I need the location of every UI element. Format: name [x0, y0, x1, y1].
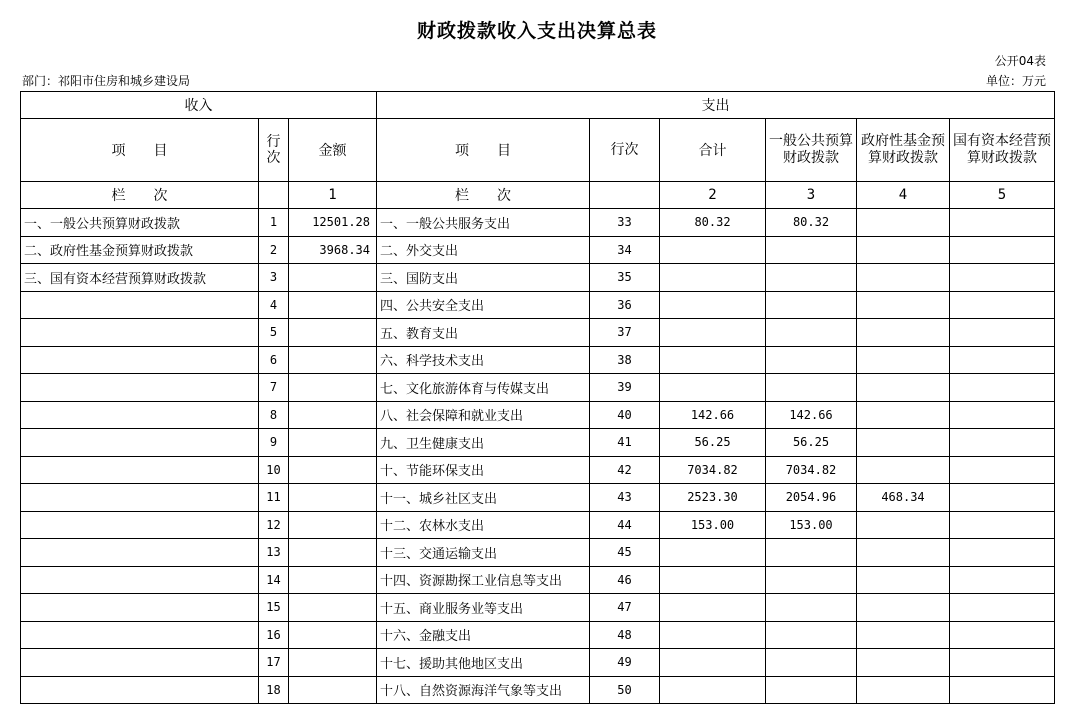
expense-line-cell: 49 — [590, 649, 660, 677]
gov-fund-cell — [857, 401, 950, 429]
table-row — [21, 676, 1055, 704]
income-line-cell: 8 — [259, 401, 289, 429]
expense-line-cell: 33 — [590, 209, 660, 237]
income-item-cell — [21, 566, 259, 594]
column-index-5: 5 — [950, 182, 1055, 209]
general-budget-cell — [766, 539, 857, 567]
state-capital-cell — [950, 429, 1055, 457]
header-row-sections — [21, 92, 1055, 119]
state-capital-cell — [950, 346, 1055, 374]
expense-line-header: 行次 — [590, 119, 660, 182]
table-row — [21, 484, 1055, 512]
general-budget-cell: 7034.82 — [766, 456, 857, 484]
expense-line-cell: 43 — [590, 484, 660, 512]
income-line-cell: 1 — [259, 209, 289, 237]
gov-fund-cell — [857, 621, 950, 649]
column-index-4: 4 — [857, 182, 950, 209]
income-item-cell — [21, 539, 259, 567]
income-line-cell: 2 — [259, 236, 289, 264]
column-index-empty — [259, 182, 289, 209]
gov-fund-cell — [857, 539, 950, 567]
total-cell — [660, 236, 766, 264]
gov-fund-cell — [857, 319, 950, 347]
gov-fund-cell — [857, 236, 950, 264]
income-line-cell: 4 — [259, 291, 289, 319]
expense-line-cell: 41 — [590, 429, 660, 457]
income-amount-cell — [289, 291, 377, 319]
state-capital-cell — [950, 264, 1055, 292]
gov-fund-cell — [857, 676, 950, 704]
income-line-cell: 5 — [259, 319, 289, 347]
total-cell: 7034.82 — [660, 456, 766, 484]
total-cell — [660, 566, 766, 594]
unit-label: 单位：万元 — [985, 74, 1046, 88]
state-capital-cell — [950, 319, 1055, 347]
state-capital-cell — [950, 621, 1055, 649]
expense-line-cell: 36 — [590, 291, 660, 319]
income-amount-header: 金额 — [289, 119, 377, 182]
expense-line-cell: 34 — [590, 236, 660, 264]
state-capital-cell — [950, 236, 1055, 264]
total-cell — [660, 676, 766, 704]
income-item-cell: 一、一般公共预算财政拨款 — [21, 209, 259, 237]
income-amount-cell — [289, 401, 377, 429]
income-item-cell — [21, 401, 259, 429]
expense-item-cell: 六、科学技术支出 — [377, 346, 590, 374]
general-budget-cell — [766, 649, 857, 677]
total-header: 合计 — [660, 119, 766, 182]
table-row — [21, 649, 1055, 677]
income-item-cell — [21, 676, 259, 704]
total-cell — [660, 621, 766, 649]
general-budget-cell: 56.25 — [766, 429, 857, 457]
total-cell — [660, 346, 766, 374]
income-line-header: 行次 — [259, 119, 289, 182]
general-budget-cell — [766, 566, 857, 594]
state-capital-cell — [950, 649, 1055, 677]
expense-line-cell: 47 — [590, 594, 660, 622]
expense-item-header: 项 目 — [377, 119, 590, 182]
column-index-1: 1 — [289, 182, 377, 209]
state-capital-cell — [950, 539, 1055, 567]
income-amount-cell — [289, 484, 377, 512]
total-cell: 142.66 — [660, 401, 766, 429]
state-capital-cell — [950, 209, 1055, 237]
state-capital-cell — [950, 291, 1055, 319]
expense-item-cell: 十二、农林水支出 — [377, 511, 590, 539]
total-cell: 153.00 — [660, 511, 766, 539]
total-cell — [660, 594, 766, 622]
expense-line-cell: 35 — [590, 264, 660, 292]
income-item-cell: 三、国有资本经营预算财政拨款 — [21, 264, 259, 292]
expense-line-cell: 40 — [590, 401, 660, 429]
income-amount-cell — [289, 511, 377, 539]
total-cell: 2523.30 — [660, 484, 766, 512]
expense-item-cell: 一、一般公共服务支出 — [377, 209, 590, 237]
table-row — [21, 456, 1055, 484]
income-amount-cell — [289, 594, 377, 622]
budget-summary-table — [20, 91, 1055, 704]
state-capital-cell — [950, 401, 1055, 429]
gov-fund-header: 政府性基金预算财政拨款 — [857, 119, 950, 182]
general-budget-header: 一般公共预算财政拨款 — [766, 119, 857, 182]
header-row-index — [21, 182, 1055, 209]
report-title: 财政拨款收入支出决算总表 — [416, 20, 657, 42]
general-budget-cell — [766, 676, 857, 704]
expense-item-cell: 五、教育支出 — [377, 319, 590, 347]
expense-item-cell: 二、外交支出 — [377, 236, 590, 264]
general-budget-cell: 142.66 — [766, 401, 857, 429]
table-body — [21, 209, 1055, 704]
expense-header: 支出 — [377, 92, 1055, 119]
expense-line-cell: 50 — [590, 676, 660, 704]
table-row — [21, 621, 1055, 649]
state-capital-cell — [950, 484, 1055, 512]
state-capital-cell — [950, 511, 1055, 539]
income-amount-cell — [289, 649, 377, 677]
column-index-label-2: 栏 次 — [377, 182, 590, 209]
income-item-cell — [21, 621, 259, 649]
income-line-cell: 17 — [259, 649, 289, 677]
expense-item-cell: 十一、城乡社区支出 — [377, 484, 590, 512]
general-budget-cell — [766, 264, 857, 292]
income-item-cell — [21, 374, 259, 402]
expense-line-cell: 42 — [590, 456, 660, 484]
state-capital-cell — [950, 676, 1055, 704]
expense-item-cell: 八、社会保障和就业支出 — [377, 401, 590, 429]
column-index-label: 栏 次 — [21, 182, 259, 209]
total-cell — [660, 374, 766, 402]
table-row — [21, 566, 1055, 594]
expense-line-cell: 46 — [590, 566, 660, 594]
income-item-cell — [21, 291, 259, 319]
income-item-cell — [21, 319, 259, 347]
income-amount-cell — [289, 264, 377, 292]
income-line-cell: 15 — [259, 594, 289, 622]
general-budget-cell — [766, 291, 857, 319]
income-item-cell — [21, 649, 259, 677]
general-budget-cell: 2054.96 — [766, 484, 857, 512]
expense-line-cell: 48 — [590, 621, 660, 649]
income-item-cell — [21, 594, 259, 622]
table-row — [21, 539, 1055, 567]
income-line-cell: 14 — [259, 566, 289, 594]
expense-item-cell: 十六、金融支出 — [377, 621, 590, 649]
general-budget-cell — [766, 374, 857, 402]
gov-fund-cell — [857, 511, 950, 539]
income-line-cell: 12 — [259, 511, 289, 539]
income-line-cell: 16 — [259, 621, 289, 649]
general-budget-cell — [766, 319, 857, 347]
table-row — [21, 594, 1055, 622]
general-budget-cell — [766, 346, 857, 374]
expense-item-cell: 十三、交通运输支出 — [377, 539, 590, 567]
total-cell — [660, 539, 766, 567]
table-row — [21, 291, 1055, 319]
income-item-cell: 二、政府性基金预算财政拨款 — [21, 236, 259, 264]
gov-fund-cell — [857, 649, 950, 677]
income-line-cell: 11 — [259, 484, 289, 512]
total-cell: 56.25 — [660, 429, 766, 457]
income-item-cell — [21, 456, 259, 484]
state-capital-header: 国有资本经营预算财政拨款 — [950, 119, 1055, 182]
column-index-empty-2 — [590, 182, 660, 209]
form-number: 公开04表 — [994, 54, 1046, 68]
income-line-cell: 7 — [259, 374, 289, 402]
income-item-cell — [21, 511, 259, 539]
expense-item-cell: 十五、商业服务业等支出 — [377, 594, 590, 622]
income-line-cell: 6 — [259, 346, 289, 374]
table-row — [21, 511, 1055, 539]
income-amount-cell — [289, 676, 377, 704]
gov-fund-cell — [857, 566, 950, 594]
table-row — [21, 401, 1055, 429]
general-budget-cell — [766, 236, 857, 264]
header-row-columns — [21, 119, 1055, 182]
income-amount-cell — [289, 539, 377, 567]
table-row — [21, 346, 1055, 374]
income-amount-cell — [289, 429, 377, 457]
expense-line-cell: 44 — [590, 511, 660, 539]
expense-item-cell: 四、公共安全支出 — [377, 291, 590, 319]
gov-fund-cell — [857, 291, 950, 319]
expense-line-cell: 45 — [590, 539, 660, 567]
gov-fund-cell: 468.34 — [857, 484, 950, 512]
state-capital-cell — [950, 456, 1055, 484]
income-header: 收入 — [21, 92, 377, 119]
expense-line-cell: 39 — [590, 374, 660, 402]
table-row — [21, 264, 1055, 292]
income-item-cell — [21, 429, 259, 457]
total-cell — [660, 264, 766, 292]
table-row — [21, 374, 1055, 402]
gov-fund-cell — [857, 264, 950, 292]
income-amount-cell — [289, 621, 377, 649]
general-budget-cell: 153.00 — [766, 511, 857, 539]
table-row — [21, 209, 1055, 237]
expense-item-cell: 十四、资源勘探工业信息等支出 — [377, 566, 590, 594]
expense-line-cell: 37 — [590, 319, 660, 347]
expense-item-cell: 十八、自然资源海洋气象等支出 — [377, 676, 590, 704]
expense-item-cell: 三、国防支出 — [377, 264, 590, 292]
income-amount-cell: 12501.28 — [289, 209, 377, 237]
department-label: 部门：祁阳市住房和城乡建设局 — [22, 74, 191, 88]
gov-fund-cell — [857, 429, 950, 457]
income-item-header: 项 目 — [21, 119, 259, 182]
table-row — [21, 236, 1055, 264]
total-cell: 80.32 — [660, 209, 766, 237]
gov-fund-cell — [857, 374, 950, 402]
general-budget-cell — [766, 621, 857, 649]
total-cell — [660, 319, 766, 347]
table-row — [21, 319, 1055, 347]
expense-item-cell: 十七、援助其他地区支出 — [377, 649, 590, 677]
gov-fund-cell — [857, 209, 950, 237]
income-line-cell: 13 — [259, 539, 289, 567]
expense-item-cell: 九、卫生健康支出 — [377, 429, 590, 457]
income-amount-cell — [289, 346, 377, 374]
income-line-cell: 10 — [259, 456, 289, 484]
gov-fund-cell — [857, 456, 950, 484]
state-capital-cell — [950, 566, 1055, 594]
expense-item-cell: 十、节能环保支出 — [377, 456, 590, 484]
total-cell — [660, 649, 766, 677]
general-budget-cell: 80.32 — [766, 209, 857, 237]
column-index-2: 2 — [660, 182, 766, 209]
income-line-cell: 3 — [259, 264, 289, 292]
total-cell — [660, 291, 766, 319]
general-budget-cell — [766, 594, 857, 622]
table-row — [21, 429, 1055, 457]
income-amount-cell — [289, 456, 377, 484]
expense-item-cell: 七、文化旅游体育与传媒支出 — [377, 374, 590, 402]
income-amount-cell — [289, 374, 377, 402]
income-amount-cell — [289, 566, 377, 594]
column-index-3: 3 — [766, 182, 857, 209]
expense-line-cell: 38 — [590, 346, 660, 374]
income-amount-cell — [289, 319, 377, 347]
income-line-cell: 9 — [259, 429, 289, 457]
income-item-cell — [21, 346, 259, 374]
income-line-cell: 18 — [259, 676, 289, 704]
gov-fund-cell — [857, 594, 950, 622]
income-amount-cell: 3968.34 — [289, 236, 377, 264]
state-capital-cell — [950, 594, 1055, 622]
gov-fund-cell — [857, 346, 950, 374]
state-capital-cell — [950, 374, 1055, 402]
income-item-cell — [21, 484, 259, 512]
